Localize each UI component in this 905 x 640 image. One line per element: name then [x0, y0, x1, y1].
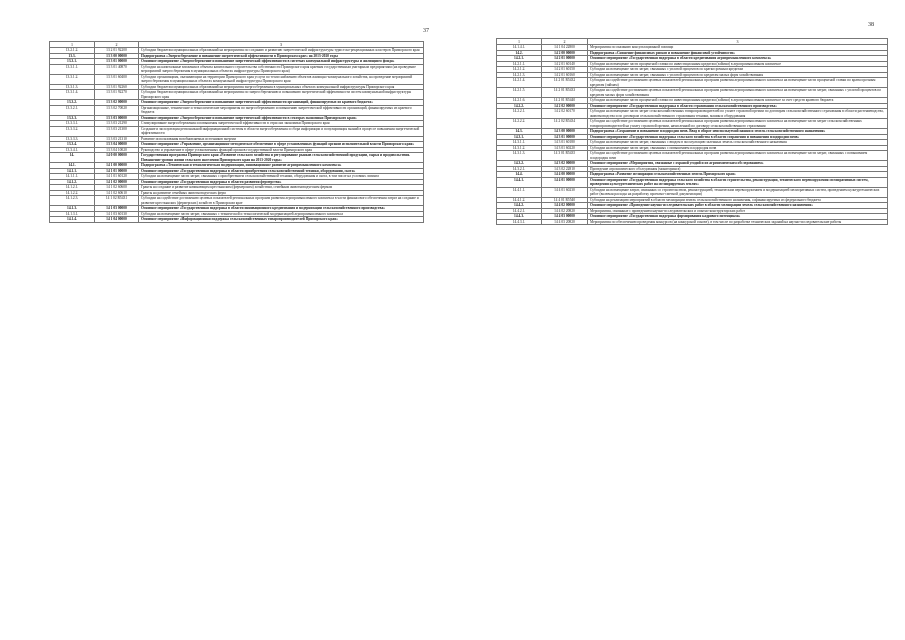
- table-row: [50, 100, 424, 106]
- row-number-cell: 14.4.1.2.: [497, 197, 542, 203]
- budget-code-cell: 13 3 01 60400: [95, 74, 139, 84]
- budget-code-cell: 14 1 04 22800: [542, 45, 588, 51]
- budget-code-cell: 13 3 02 00000: [95, 100, 139, 106]
- description-cell: Основное мероприятие «Государственная поддержка в области приобретения сельскохозяйственной техники, оборудования, скота»: [139, 168, 424, 174]
- row-number-cell: 14.2.1.6.: [497, 98, 542, 104]
- budget-code-cell: 14 2 01 R5440: [542, 98, 588, 104]
- table-row: [50, 59, 424, 65]
- description-cell: Подпрограмма «Техническая и технологическая модернизация, инновационное развитие агропромышленного комплекса»: [139, 163, 424, 169]
- budget-code-cell: 14 1 03 60130: [95, 211, 139, 217]
- row-number-cell: 14.2.1.3.: [497, 72, 542, 78]
- row-number-cell: 13.3.3.3.: [50, 136, 95, 142]
- budget-code-cell: 14 4 01 60230: [542, 187, 588, 197]
- row-number-cell: 13.3.4.: [50, 142, 95, 148]
- description-cell: Основное мероприятие «Информационная поддержка сельскохозяйственных товаропроизводителей Приморского края»: [139, 217, 424, 223]
- budget-code-cell: 13 3 04 00000: [95, 142, 139, 148]
- row-number-cell: 14.1.4.1.: [497, 45, 542, 51]
- budget-code-cell: 14 2 01 60150: [542, 67, 588, 73]
- budget-code-cell: 14 1 02 R5431: [95, 196, 139, 206]
- description-cell: Субсидии на содействие достижению целевых показателей региональных программ развития агропромышленного комплекса в части финансового обеспечения затрат на создание и развитие крестьянских (фермерских) хозяйств в Приморском крае: [139, 196, 424, 206]
- budget-code-cell: 14 1 01 00000: [95, 168, 139, 174]
- table-row: [50, 196, 424, 206]
- budget-code-cell: 14 2 00 00000: [542, 50, 588, 56]
- row-number-cell: 14.: [50, 153, 95, 163]
- description-cell: Основное мероприятие «Энергосбережение и повышение энергетической эффективности в системах коммунальной инфраструктуры и жилищного фонда»: [139, 59, 424, 65]
- description-cell: Субсидии на возмещение части затрат, связанных с вводом в эксплуатацию залежных земель сельскохозяйственного назначения: [588, 140, 888, 146]
- table-row: [497, 109, 888, 119]
- row-number-cell: 14.3.2.1.: [497, 166, 542, 172]
- budget-code-cell: 14 2 01 00000: [542, 56, 588, 62]
- budget-code-cell: 13 3 01 00000: [95, 59, 139, 65]
- row-number-cell: 13.3.4.1.: [50, 147, 95, 153]
- row-number-cell: 14.1.2.2.: [50, 190, 95, 196]
- budget-code-cell: 14 2 01 60140: [542, 61, 588, 67]
- description-cell: Государственная программа Приморского края «Развитие сельского хозяйства и регулирование рынков сельскохозяйственной продукции, сырья и продовольствия. Повышение уровня жизни сельского населения Приморского края на 2013-2020 годы»: [139, 153, 424, 163]
- row-number-cell: 14.4.3.1.: [497, 219, 542, 225]
- description-cell: Гранты на развитие семейных животноводческих ферм: [139, 190, 424, 196]
- description-cell: Субсидии на возмещение части процентной ставки по инвестиционным кредитам (займам) в агропромышленном комплексе за счет средств краевого бюджета: [588, 98, 888, 104]
- budget-code-cell: 13 3 02 70020: [95, 105, 139, 115]
- table-row: [50, 126, 424, 136]
- row-number-cell: 14.2.2.: [497, 103, 542, 109]
- description-cell: Субсидии на возмещение части затрат, связанных с повышением плодородия почв: [588, 145, 888, 151]
- row-number-cell: 14.4.1.1.: [497, 187, 542, 197]
- budget-code-cell: 14 4 00 00000: [542, 172, 588, 178]
- row-number-cell: 14.1.2.: [50, 179, 95, 185]
- budget-code-cell: 14 4 02 00000: [542, 203, 588, 209]
- row-number-cell: 13.3.1.1.: [50, 64, 95, 74]
- description-cell: Подпрограмма «Сохранение и повышение плодородия почв. Ввод в оборот неиспользуемой пашни и земель сельскохозяйственного назначения»: [588, 129, 888, 135]
- row-number-cell: 14.1.4.: [50, 217, 95, 223]
- description-cell: Субсидии на возмещение части затрат, связанных с технической и технологической модернизацией агропромышленного комплекса: [139, 211, 424, 217]
- budget-code-cell: 13 3 01 40870: [95, 64, 139, 74]
- row-number-cell: 14.1.: [50, 163, 95, 169]
- budget-code-cell: 14 4 03 20820: [542, 219, 588, 225]
- row-number-cell: 14.3.1.3.: [497, 151, 542, 161]
- row-number-cell: 14.3.2.: [497, 161, 542, 167]
- description-cell: Субсидии на возмещение части затрат сельскохозяйственных товаропроизводителей по уплате страховой премии по договорам сельскохозяйственного страхования в области растениеводства, животноводства и по договорам сельскохозяйственного страхования техники, машин и оборудования: [588, 109, 888, 119]
- row-number-cell: 14.1.3.: [50, 206, 95, 212]
- budget-code-cell: 13 3 00 00000: [95, 53, 139, 59]
- row-number-cell: 14.2.2.1.: [497, 109, 542, 119]
- header-cell: 2: [542, 39, 588, 45]
- description-cell: Создание и эксплуатация региональной информационной системы в области энергосбережения и сбора информации и популяризация знаний в процессе повышения энергетической эффективности: [139, 126, 424, 136]
- description-cell: Мероприятия по обеспечению проведения конкурсов (на конкурсной основе), в том числе по разработке технических заданий на научно-исследовательские работы: [588, 219, 888, 225]
- budget-code-cell: 14 4 02 20820: [542, 208, 588, 214]
- description-cell: Субсидии на возмещение части процентной ставки по инвестиционным кредитам (займам) в агропромышленном комплексе: [588, 61, 888, 67]
- row-number-cell: 14.2.2.2.: [497, 119, 542, 129]
- table-row: [497, 78, 888, 88]
- table-row: [50, 174, 424, 180]
- description-cell: Субсидии на содействие достижению целевых показателей региональных программ развития агропромышленного комплекса на возмещение части процентной ставки по краткосрочным кредитам (займам): [588, 78, 888, 88]
- row-number-cell: 13.3.: [50, 53, 95, 59]
- description-cell: Субсидии бюджетам муниципальных образований на мероприятия энергосбережения в муниципальных объектах коммунальной инфраструктуры Приморского края: [139, 84, 424, 90]
- description-cell: Основное мероприятие «Мероприятия, связанные с охраной угодий и их агрохимическим обследованием»: [588, 161, 888, 167]
- row-number-cell: 14.4.3.: [497, 214, 542, 220]
- row-number-cell: 13.3.3.: [50, 115, 95, 121]
- description-cell: Субсидии бюджетам муниципальных образований на мероприятия по созданию и развитию энергетической инфраструктуры туристско-рекреационных кластеров Приморского края: [139, 48, 424, 54]
- budget-code-cell: 14 4 01 R5540: [542, 197, 588, 203]
- description-cell: Подпрограмма «Развитие мелиорации сельскохозяйственных земель Приморского края»: [588, 172, 888, 178]
- budget-code-cell: 14 3 00 00000: [542, 129, 588, 135]
- row-number-cell: 14.2.1.2.: [497, 67, 542, 73]
- budget-code-cell: 14 3 01 00000: [542, 134, 588, 140]
- row-number-cell: 13.3.1.2.: [50, 74, 95, 84]
- row-number-cell: 13.3.3.1.: [50, 121, 95, 127]
- budget-code-cell: 13 3 04 10020: [95, 147, 139, 153]
- budget-code-cell: 13 2 01 92200: [95, 48, 139, 54]
- table-row: [50, 217, 424, 223]
- row-number-cell: 13.3.1.3.: [50, 84, 95, 90]
- description-cell: Основное мероприятие «Государственная поддержка сельского хозяйства в области строительства, реконструкции, технического перевооружения мелиоративных систем, проведения культуртехнических работ на мелиорируемых землях»: [588, 177, 888, 187]
- description-cell: Основное мероприятие «Государственная поддержка в области развития фермерства»: [139, 179, 424, 185]
- row-number-cell: 14.3.1.: [497, 134, 542, 140]
- budget-code-cell: 14 2 01 60160: [542, 72, 588, 78]
- description-cell: Субсидии на возмещение части затрат, связанных с уплатой процентов по краткосрочным кредитам: [588, 67, 888, 73]
- budget-code-cell: 13 3 03 21290: [95, 121, 139, 127]
- table-row: [497, 177, 888, 187]
- budget-code-cell: 13 3 03 00000: [95, 115, 139, 121]
- budget-code-cell: 14 3 01 60180: [542, 140, 588, 146]
- description-cell: Проведение агрохимического обследования (мониторинга): [588, 166, 888, 172]
- description-cell: Субсидии на содействие достижению целевых показателей региональных программ развития агропромышленного комплекса на возмещение части затрат, связанных с повышением плодородия почв: [588, 151, 888, 161]
- header-cell: 1: [50, 42, 95, 48]
- row-number-cell: 13.3.2.: [50, 100, 95, 106]
- header-cell: 3: [139, 42, 424, 48]
- description-cell: Руководство и управление в сфере установленных функций органов государственной власти Приморского края: [139, 147, 424, 153]
- row-number-cell: 14.2.1.5.: [497, 88, 542, 98]
- description-cell: Стимулирование энергосбережения и повышения энергетической эффективности в отраслях экономики Приморского края: [139, 121, 424, 127]
- budget-code-cell: 14 1 04 00000: [95, 217, 139, 223]
- table-row: [497, 98, 888, 104]
- header-cell: 3: [588, 39, 888, 45]
- budget-code-cell: 14 2 02 00000: [542, 103, 588, 109]
- description-cell: Субсидии на возмещение затрат, связанных со строительством, реконструкцией, техническим перевооружением и модернизацией мелиоративных систем, проведением культуртехнических работ (включая расходы на разработку проектно-сметной документации): [588, 187, 888, 197]
- budget-code-cell: 14 3 01 R5435: [542, 151, 588, 161]
- description-cell: Субсидии на капитальные вложения в объекты капитального строительства собственности Приморского края краевым государственным унитарным предприятиям (на проведение мероприятий энергосбережения в муниципальных объектах инфраструктуры Приморского края): [139, 64, 424, 74]
- row-number-cell: 13.3.3.2.: [50, 126, 95, 136]
- description-cell: Основное мероприятие «Энергосбережение и повышение энергетической эффективности организаций, финансируемых из краевого бюджета»: [139, 100, 424, 106]
- header-cell: 1: [497, 39, 542, 45]
- description-cell: Основное мероприятие «Государственная поддержка формирования кадрового потенциала»: [588, 214, 888, 220]
- description-cell: Субсидии на возмещение части затрат, связанных с приобретением сельскохозяйственной техники, оборудования и скота, в том числе на условиях лизинга: [139, 174, 424, 180]
- budget-code-cell: 14 2 01 R5432: [542, 78, 588, 88]
- table-row: [497, 119, 888, 129]
- budget-code-cell: 13 3 03 21310: [95, 136, 139, 142]
- description-cell: Организационные, технические и технологические мероприятия по энергосбережению и повышению энергетической эффективности организаций, финансируемых из краевого бюджета: [139, 105, 424, 115]
- row-number-cell: 14.2.: [497, 50, 542, 56]
- table-row: [50, 64, 424, 74]
- row-number-cell: 14.2.1.: [497, 56, 542, 62]
- description-cell: Основное мероприятие «Государственная поддержка в области инновационного кредитования и модернизации сельскохозяйственного производства»: [139, 206, 424, 212]
- budget-code-cell: 14 3 02 00000: [542, 161, 588, 167]
- description-cell: Основное мероприятие «Проведение научно-исследовательских работ в области мелиорации земель сельскохозяйственного назначения»: [588, 203, 888, 209]
- right-page-table: [496, 38, 888, 225]
- row-number-cell: 13.3.1.4.: [50, 90, 95, 100]
- row-number-cell: 14.3.: [497, 129, 542, 135]
- row-number-cell: 14.4.2.1.: [497, 208, 542, 214]
- budget-code-cell: 14 4 03 00000: [542, 214, 588, 220]
- right-table-body: [497, 39, 888, 225]
- table-row: [50, 153, 424, 163]
- table-row: [50, 105, 424, 115]
- row-number-cell: 13.2.1.2.: [50, 48, 95, 54]
- table-row: [50, 84, 424, 90]
- budget-code-cell: 13 3 01 92270: [95, 90, 139, 100]
- description-cell: Гранты на создание и развитие начинающим крестьянским (фермерским) хозяйствам, семейным животноводческим фермам: [139, 185, 424, 191]
- description-cell: Основное мероприятие «Государственная поддержка сельского хозяйства в области сохранения и повышения плодородия почв»: [588, 134, 888, 140]
- row-number-cell: 14.2.1.4.: [497, 78, 542, 88]
- row-number-cell: 13.3.1.: [50, 59, 95, 65]
- budget-code-cell: 14 3 02 22810: [542, 166, 588, 172]
- row-number-cell: 14.2.1.1.: [497, 61, 542, 67]
- description-cell: Субсидии бюджетам муниципальных образований на мероприятия по энергосбережению и повышению энергетической эффективности систем коммунальной инфраструктуры Приморского края: [139, 90, 424, 100]
- budget-code-cell: 14 4 01 00000: [542, 177, 588, 187]
- description-cell: Развитие использования возобновляемых источников энергии: [139, 136, 424, 142]
- budget-code-cell: 13 3 03 21300: [95, 126, 139, 136]
- budget-code-cell: 14 1 01 60120: [95, 174, 139, 180]
- left-table-body: [50, 42, 424, 223]
- description-cell: Мероприятия, связанные с проведением научно-исследовательских и опытно-конструкторских работ: [588, 208, 888, 214]
- budget-code-cell: 14 1 02 60600: [95, 185, 139, 191]
- description-cell: Основное мероприятие «Государственная поддержка в области кредитования агропромышленного комплекса»: [588, 56, 888, 62]
- table-row: [50, 74, 424, 84]
- description-cell: Подпрограмма «Снижение финансовых рисков и повышение финансовой устойчивости»: [588, 50, 888, 56]
- table-row: [497, 187, 888, 197]
- table-row: [50, 206, 424, 212]
- budget-code-cell: 14 1 03 00000: [95, 206, 139, 212]
- description-cell: Субсидии на содействие достижению целевых показателей региональных программ развития агропромышленного комплекса на возмещение части затрат сельскохозяйственных товаропроизводителей на уплату страховой премии, начисленной по договору сельскохозяйственного страхования: [588, 119, 888, 129]
- row-number-cell: 13.3.2.1.: [50, 105, 95, 115]
- budget-code-cell: 14 2 02 60170: [542, 109, 588, 119]
- row-number-cell: 14.1.2.1.: [50, 185, 95, 191]
- table-row: [497, 151, 888, 161]
- row-number-cell: 14.1.1.: [50, 168, 95, 174]
- row-number-cell: 14.4.: [497, 172, 542, 178]
- description-cell: Мероприятия по оказанию консультационной помощи: [588, 45, 888, 51]
- header-cell: 2: [95, 42, 139, 48]
- page-number-right: 38: [868, 22, 874, 28]
- row-number-cell: 14.3.1.1.: [497, 140, 542, 146]
- budget-code-cell: 14 0 00 00000: [95, 153, 139, 163]
- description-cell: Основное мероприятие «Энергосбережение и повышение энергетической эффективности в секторах экономики Приморского края»: [139, 115, 424, 121]
- description-cell: Подпрограмма «Энергосбережение и повышение энергетической эффективности в Приморском крае» на 2013-2020 годы: [139, 53, 424, 59]
- description-cell: Субсидии на возмещение части затрат, связанных с уплатой процентов по кредитам малых форм хозяйствования: [588, 72, 888, 78]
- description-cell: Субсидии на реализацию мероприятий в области мелиорации земель сельскохозяйственного назначения, софинансируемых из федерального бюджета: [588, 197, 888, 203]
- row-number-cell: 14.1.1.1.: [50, 174, 95, 180]
- table-row: [497, 219, 888, 225]
- table-row: [50, 142, 424, 148]
- row-number-cell: 14.4.1.: [497, 177, 542, 187]
- left-page-table: [49, 41, 424, 223]
- table-row: [497, 88, 888, 98]
- budget-code-cell: 14 1 00 00000: [95, 163, 139, 169]
- budget-code-cell: 13 3 01 92260: [95, 84, 139, 90]
- budget-code-cell: 14 3 01 60220: [542, 145, 588, 151]
- description-cell: Субсидии на содействие достижению целевых показателей региональных программ развития агропромышленного комплекса на возмещение части затрат, связанных с уплатой процентов по кредитам малых форм хозяйствования: [588, 88, 888, 98]
- description-cell: Основное мероприятие «Управление, организационно-методическое обеспечение в сфере установленных функций органов исполнительной власти Приморского края»: [139, 142, 424, 148]
- table-row: [50, 48, 424, 54]
- page-number-left: 37: [423, 28, 429, 34]
- budget-code-cell: 14 2 02 R5434: [542, 119, 588, 129]
- row-number-cell: 14.1.2.3.: [50, 196, 95, 206]
- table-row: [50, 90, 424, 100]
- row-number-cell: 14.3.1.2.: [497, 145, 542, 151]
- budget-code-cell: 14 2 01 R5433: [542, 88, 588, 98]
- description-cell: Субсидии организациям, оказывающим на территории Приморского края услуги по теплоснабжению объектов жилищно-коммунального хозяйства, на проведение мероприятий энергосбережения в муниципальных объектах коммунальной инфраструктуры Приморского края: [139, 74, 424, 84]
- row-number-cell: 14.4.2.: [497, 203, 542, 209]
- budget-code-cell: 14 1 02 00000: [95, 179, 139, 185]
- description-cell: Основное мероприятие «Государственная поддержка в области страхования сельскохозяйственного производства»: [588, 103, 888, 109]
- row-number-cell: 14.1.3.1.: [50, 211, 95, 217]
- budget-code-cell: 14 1 02 60610: [95, 190, 139, 196]
